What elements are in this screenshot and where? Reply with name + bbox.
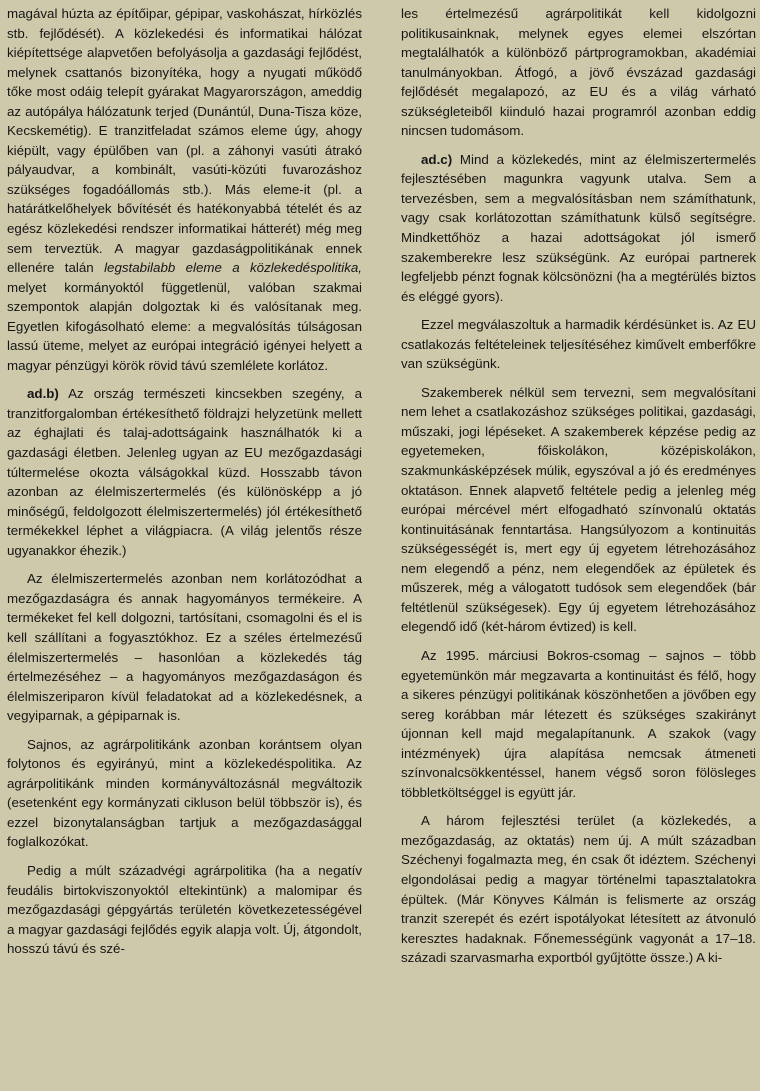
paragraph: Sajnos, az agrárpolitikánk azonban korántsem olyan folytonos és egyirányú, mint a közlekedéspolitika. Az agrárpolitikánk minden kormányváltozásnál megváltozik (esetenként egy kormányzati cikluson belül többször is), és ezzel bizonytalanságban tartjuk a mezőgazdasággal foglalkozókat. [7,736,362,850]
paragraph-text: Mind a közlekedés, mint az élelmiszertermelés fejlesztésében magunkra vagyunk utalva. Sem a tervezésben, sem a megvalósításban nem számíthatunk, vagy csak korlátozottan számíthatunk külső segítségre. Mindkettőhöz a hazai adottságokat jól ismerő szakemberekre lesz szükségünk. Az európai partnerek legfeljebb pénzt fognak kölcsönözni (ha a megtérülés biztos és eléggé gyors). [401,151,756,304]
paragraph [7,4,362,375]
paragraph-text: melyet kormányoktól függetlenül, valóban szakmai szempontok alapján dolgoztak ki és valósítanak meg. Egyetlen kifogásolható eleme: a megvalósítás túlságosan lassú üteme, melyet az európai integráció igényei helyett a magyar pénzügyi körök rövid távú szemlélete korlátoz. [7,279,362,373]
paragraph-text: magával húzta az építőipar, gépipar, vaskohászat, hírközlés stb. fejlődését). A közlekedési és informatikai hálózat kiépítettsége alapvetően befolyásolja a gazdasági fejlődést, melynek csattanós bizonyítéka, hogy a nyugati működő tőke most odáig telepít gyárakat Magyarországon, ameddig az autópálya hálózatunk terjed (Dunántúl, Duna-Tisza köze, Kecskemétig). E tranzitfeladat számos eleme úgy, ahogy kiépült, vagy épülőben van (pl. a záhonyi vasúti átrakó pályaudvar, a kombinált, vasúti-közúti fuvarozáshoz szükséges fogadóállomás stb.). Más eleme-it (pl. a határátkelőhelyek bővítését és hatékonyabbá tételét és az egész közlekedési rendszer informatikai hátterét) még meg sem terveztük. A magyar gazdaságpolitikának ennek ellenére talán [7,6,362,276]
paragraph: Szakemberek nélkül sem tervezni, sem megvalósítani nem lehet a csatlakozáshoz szükséges politikai, gazdasági, műszaki, jogi lépéseket. A szakemberek képzése pedig az egyetemeken, főiskolákon, középiskolákon, szakmunkásképzések múlik, egyszóval a jó és eredményes oktatáson. Ennek alapvető feltétele pedig a jelenleg még európai mércével mért elfogadható színvonalú oktatás kontinuitásának fenntartása. Hangsúlyozom a kontinuitás szükségességét is, mert egy új egyetem létrehozásához nem elegendő a pénz, nem elegendőek az épületek és műszerek, még a válogatott tudósok sem elegendőek (bár feltétlenül szükségesek). Egy új egyetem létrehozásához elegendő idő (két-három évtized) is kell. [401,384,756,635]
paragraph: Pedig a múlt századvégi agrárpolitika (ha a negatív feudális birtokviszonyoktól eltekintünk) a malomipar és mezőgazdasági gépgyártás területén következetességével a magyar gazdasági fejlődés egyik alapja volt. Új, átgondolt, hosszú távú és szé- [7,862,362,957]
left-column [7,4,362,959]
section-label: ad.c) [421,151,453,167]
paragraph: Az élelmiszertermelés azonban nem korlátozódhat a mezőgazdaságra és annak hagyományos termékeire. A termékeket fel kell dolgozni, tartósítani, csomagolni és el is kell szállítani a fogyasztókhoz. Ez a széles értelmezésű élelmiszertermelés – hasonlóan a közlekedés tág értelmezéséhez – a hagyományos mezőgazdaságon és élelmiszeriparon kívül feladatokat ad a közlekedésnek, a vegyiparnak, a gépiparnak is. [7,571,362,724]
paragraph: Ezzel megválaszoltuk a harmadik kérdésünket is. Az EU csatlakozás feltételeinek teljesítéséhez kiművelt emberfőkre van szükségünk. [401,317,756,372]
paragraph [7,384,362,560]
paragraph: les értelmezésű agrárpolitikát kell kidolgozni politikusainknak, melynek egyes elemei elszórtan megtalálhatók a különböző pártprogramokban, akadémiai tanulmányokban. Átfogó, a jövő évszázad gazdasági fejlődését megalapozó, az EU és a világ várható szükségleteiből kiinduló hazai programról azonban eddig nincsen tudomásom. [401,6,756,139]
paragraph: Az 1995. márciusi Bokros-csomag – sajnos – több egyetemünkön már megzavarta a kontinuitást és félő, hogy a sikeres pénzügyi politikának köszönhetően a jövőben egy sereg korábban már létezett és szükséges szakirányt újonnan kell majd megalapítanunk. A szakok (vagy intézmények) újra alapítása nemcsak átmeneti színvonalcsökkentéssel, hanem végső soron fölösleges többletköltséggel is együtt jár. [401,647,756,800]
paragraph-text: Az ország természeti kincsekben szegény, a tranzitforgalomban értékesíthető földrajzi helyzetünk mellett az éghajlati és talaj-adottságaink használhatók ki a gazdasági életben. Jelenleg ugyan az EU mezőgazdasági túltermelése okozta válságokkal küzd. Hosszabb távon azonban az élelmiszertermelés (és különösképp a jó minőségű, feldolgozott élelmiszertermelés) jól értékesíthető termékekkel léphet a világpiacra. (A világ jelentős része ugyanakkor éhezik.) [7,386,362,558]
paragraph [401,150,756,306]
emphasized-text: legstabilabb eleme a közlekedéspolitika, [104,260,362,276]
right-column [401,4,756,968]
paragraph: A három fejlesztési terület (a közlekedés, a mezőgazdaság, az oktatás) nem új. A múlt században Széchenyi fogalmazta meg, én csak őt idéztem. Széchenyi elgondolásai pedig a magyar történelmi tapasztalatokra épültek. (Már Könyves Kálmán is felismerte az ország tranzit szerepét és ezért ispotályokat létesített az átvonuló keresztes hadaknak. Főnemességünk vagyonát a 17–18. századi szarvasmarha exportból gyűjtötte össze.) A ki- [401,813,756,966]
section-label: ad.b) [27,386,59,402]
